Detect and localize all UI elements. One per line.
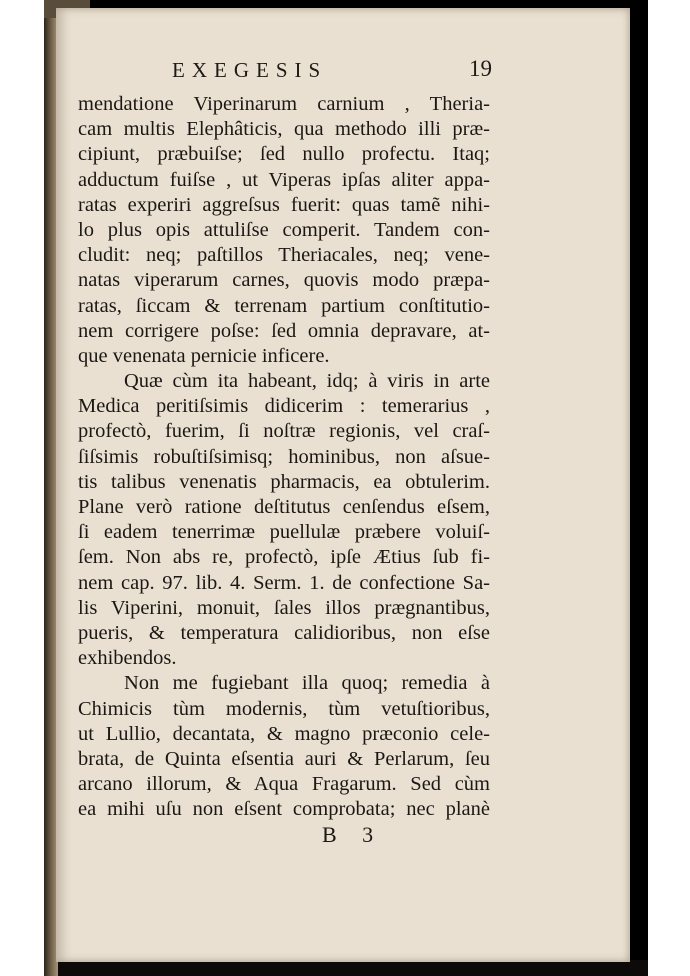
text-line: ea mihi uſu non eſsent comprobata; nec planè	[78, 798, 490, 821]
text-line: cipiunt, præbuiſse; ſed nullo profectu. Itaq;	[78, 143, 490, 166]
body-text	[78, 92, 490, 822]
page-number: 19	[469, 56, 492, 81]
text-line: cam multis Elephâticis, qua methodo illi præ-	[78, 118, 490, 141]
text-line: brata, de Quinta eſsentia auri & Perlarum, ſeu	[78, 747, 490, 770]
page-header	[172, 58, 492, 90]
text-line: Chimicis tùm modernis, tùm vetuſtioribus,	[78, 697, 490, 720]
text-line: natas viperarum carnes, quovis modo præpa-	[78, 269, 490, 292]
text-line: ſem. Non abs re, profectò, ipſe Ætius ſub fi-	[78, 546, 490, 569]
signature-mark: B 3	[322, 822, 384, 847]
paragraph-end-line: exhibendos.	[78, 647, 177, 670]
text-line: adductum fuiſse , ut Viperas ipſas aliter appa-	[78, 168, 490, 191]
paragraph-end-line: que venenata pernicie inficere.	[78, 344, 330, 367]
text-line: profectò, fuerim, ſi noſtræ regionis, vel craſ-	[78, 420, 490, 443]
text-line: nem cap. 97. lib. 4. Serm. 1. de confectione Sa-	[78, 571, 490, 594]
paragraph-start-line: Non me fugiebant illa quoq; remedia à	[124, 672, 490, 695]
text-line: Plane verò ratione deſtitutus cenſendus eſsem,	[78, 496, 490, 518]
frame-right-edge	[628, 0, 648, 976]
text-line: ſi eadem tenerrimæ puellulæ præbere voluiſ-	[78, 521, 490, 544]
text-line: Medica peritiſsimis didicerim : temerarius ,	[78, 395, 490, 418]
text-line: ratas, ſiccam & terrenam partium conſtitutio-	[78, 294, 490, 317]
text-line: lo plus opis attuliſse comperit. Tandem con-	[78, 218, 490, 241]
text-line: pueris, & temperatura calidioribus, non eſse	[78, 621, 490, 644]
text-line: nem corrigere poſse: ſed omnia depravare, at-	[78, 319, 490, 342]
text-line: lis Viperini, monuit, ſales illos prægnantibus,	[78, 596, 490, 619]
text-line: ſiſsimis robuſtiſsimisq; hominibus, non aſsue-	[78, 445, 490, 468]
running-head: EXEGESIS	[172, 58, 328, 82]
text-line: tis talibus venenatis pharmacis, ea obtulerim.	[78, 470, 490, 493]
text-line: mendatione Viperinarum carnium , Theria-	[78, 93, 490, 115]
text-line: cludit: neq; paſtillos Theriacales, neq; vene-	[78, 244, 490, 267]
text-line: ut Lullio, decantata, & magno præconio cele-	[78, 722, 490, 745]
text-line: arcano illorum, & Aqua Fragarum. Sed cùm	[78, 773, 490, 796]
paragraph-start-line: Quæ cùm ita habeant, idq; à viris in arte	[124, 370, 490, 393]
text-line: ratas experiri aggreſsus fuerit: quas tamẽ nihi-	[78, 193, 490, 216]
frame-bottom-edge	[44, 960, 648, 976]
